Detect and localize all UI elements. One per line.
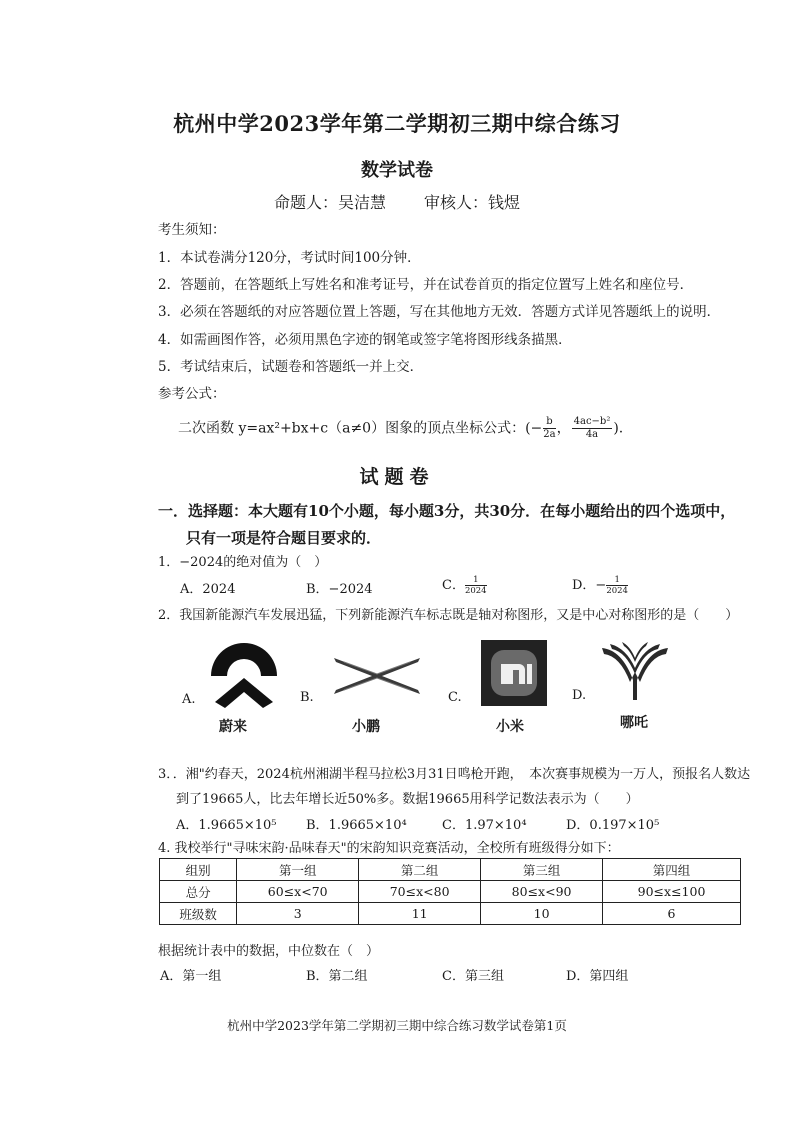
- page-footer: 杭州中学2023学年第二学期初三期中综合练习数学试卷第1页: [227, 1018, 567, 1033]
- notice-item-4: 4．如需画图作答，必须用黑色字迹的钢笔或签字笔将图形线条描黑．: [158, 332, 572, 348]
- table-row: [160, 903, 741, 925]
- q2-option-d-label: 哪吒: [620, 715, 648, 731]
- q3-option-c: C．1.97×10⁴: [442, 818, 527, 833]
- q1-option-d: D．− $\frac{1}{2024}$: [572, 575, 628, 596]
- table-cell: 70≤x<80: [359, 881, 481, 903]
- table-row: [160, 881, 741, 903]
- notice-item-2: 2．答题前，在答题纸上写姓名和准考证号，并在试卷首页的指定位置写上姓名和座位号．: [158, 277, 694, 293]
- q2-stem: 2．我国新能源汽车发展迅猛，下列新能源汽车标志既是轴对称图形，又是中心对称图形的是（ ）: [158, 608, 739, 623]
- q4-option-d: D．第四组: [566, 969, 629, 984]
- author: 命题人：吴洁慧: [273, 193, 386, 212]
- q2-option-c-label: 小米: [496, 719, 524, 735]
- q1-d-fraction: $\frac{1}{2024}$: [606, 575, 628, 596]
- reviewer: 审核人：钱煜: [424, 193, 521, 212]
- section-title: 试题卷: [359, 466, 435, 488]
- table-cell: 班级数: [160, 903, 237, 925]
- table-cell: 60≤x<70: [237, 881, 359, 903]
- q3-stem-line2: 到了19665人，比去年增长近50%多。数据19665用科学记数法表示为（ ）: [176, 792, 639, 807]
- notice-item-1: 1．本试卷满分120分，考试时间100分钟．: [158, 250, 421, 266]
- table-header-cell: 组别: [160, 859, 237, 881]
- q2-option-a-letter: A.: [182, 692, 196, 707]
- q1-option-c: C． $\frac{1}{2024}$: [442, 575, 487, 596]
- q2-option-b-label: 小鹏: [352, 719, 380, 735]
- q4-option-b: B．第二组: [306, 969, 368, 984]
- q3-option-d: D．0.197×10⁵: [566, 818, 660, 833]
- exam-title: 杭州中学2023学年第二学期初三期中综合练习: [173, 111, 621, 136]
- nio-logo-icon: [205, 636, 283, 710]
- notice-item-3: 3．必须在答题纸的对应答题位置上答题，写在其他地方无效．答题方式详见答题纸上的说明．: [158, 304, 721, 320]
- q4-option-c: C．第三组: [442, 969, 504, 984]
- q1-option-b: B．−2024: [306, 582, 373, 597]
- neta-logo-icon: [600, 640, 670, 702]
- q4-after-table: 根据统计表中的数据，中位数在（ ）: [158, 944, 380, 959]
- notice-item-5: 5．考试结束后，试题卷和答题纸一并上交．: [158, 359, 424, 375]
- q4-stem: 4. 我校举行"寻味宋韵·品味春天"的宋韵知识竞赛活动，全校所有班级得分如下：: [158, 841, 620, 856]
- vertex-formula: 二次函数 y=ax²+bx+c（a≠0）图象的顶点坐标公式：(− $\frac{b}{2a}$ ， $\frac{\text{4ac−b²}}{4a}$ ).: [178, 416, 624, 440]
- q1-stem: 1．−2024的绝对值为（ ）: [158, 555, 328, 570]
- q3-option-a: A．1.9665×10⁵: [176, 818, 277, 833]
- part1-instruction-line1: 一．选择题：本大题有10个小题，每小题3分，共30分．在每小题给出的四个选项中，: [158, 502, 736, 520]
- table-header-row: [160, 859, 741, 881]
- table-cell: 90≤x≤100: [603, 881, 741, 903]
- q1-option-a: A．2024: [180, 582, 236, 597]
- score-table: [159, 858, 741, 925]
- table-cell: 3: [237, 903, 359, 925]
- q1-c-fraction: $\frac{1}{2024}$: [464, 575, 487, 596]
- xpeng-logo-icon: [332, 652, 422, 700]
- fraction-4ac-b2-4a: $\frac{\text{4ac−b²}}{4a}$: [573, 416, 611, 440]
- reference-heading: 参考公式：: [158, 386, 226, 402]
- table-cell: 6: [603, 903, 741, 925]
- q2-option-d-letter: D.: [572, 688, 587, 703]
- exam-subtitle: 数学试卷: [361, 160, 433, 181]
- table-header-cell: 第一组: [237, 859, 359, 881]
- part1-instruction-line2: 只有一项是符合题目要求的．: [186, 529, 382, 547]
- table-cell: 11: [359, 903, 481, 925]
- table-cell: 10: [481, 903, 603, 925]
- table-cell: 总分: [160, 881, 237, 903]
- notice-heading: 考生须知：: [158, 222, 226, 238]
- table-header-cell: 第四组: [603, 859, 741, 881]
- q3-stem-line1: 3．．湘"约春天，2024杭州湘湖半程马拉松3月31日鸣枪开跑， 本次赛事规模为一万人，预报名人数达: [158, 767, 751, 782]
- q4-option-a: A．第一组: [160, 969, 222, 984]
- table-header-cell: 第二组: [359, 859, 481, 881]
- q2-option-b-letter: B.: [300, 690, 314, 705]
- table-cell: 80≤x<90: [481, 881, 603, 903]
- q2-option-a-label: 蔚来: [219, 719, 247, 735]
- q3-option-b: B．1.9665×10⁴: [306, 818, 407, 833]
- authors-line: [0, 190, 794, 213]
- table-header-cell: 第三组: [481, 859, 603, 881]
- q2-option-c-letter: C.: [448, 690, 462, 705]
- xiaomi-logo-icon: [481, 640, 547, 706]
- fraction-b-2a: $\frac{b}{2a}$: [543, 416, 556, 440]
